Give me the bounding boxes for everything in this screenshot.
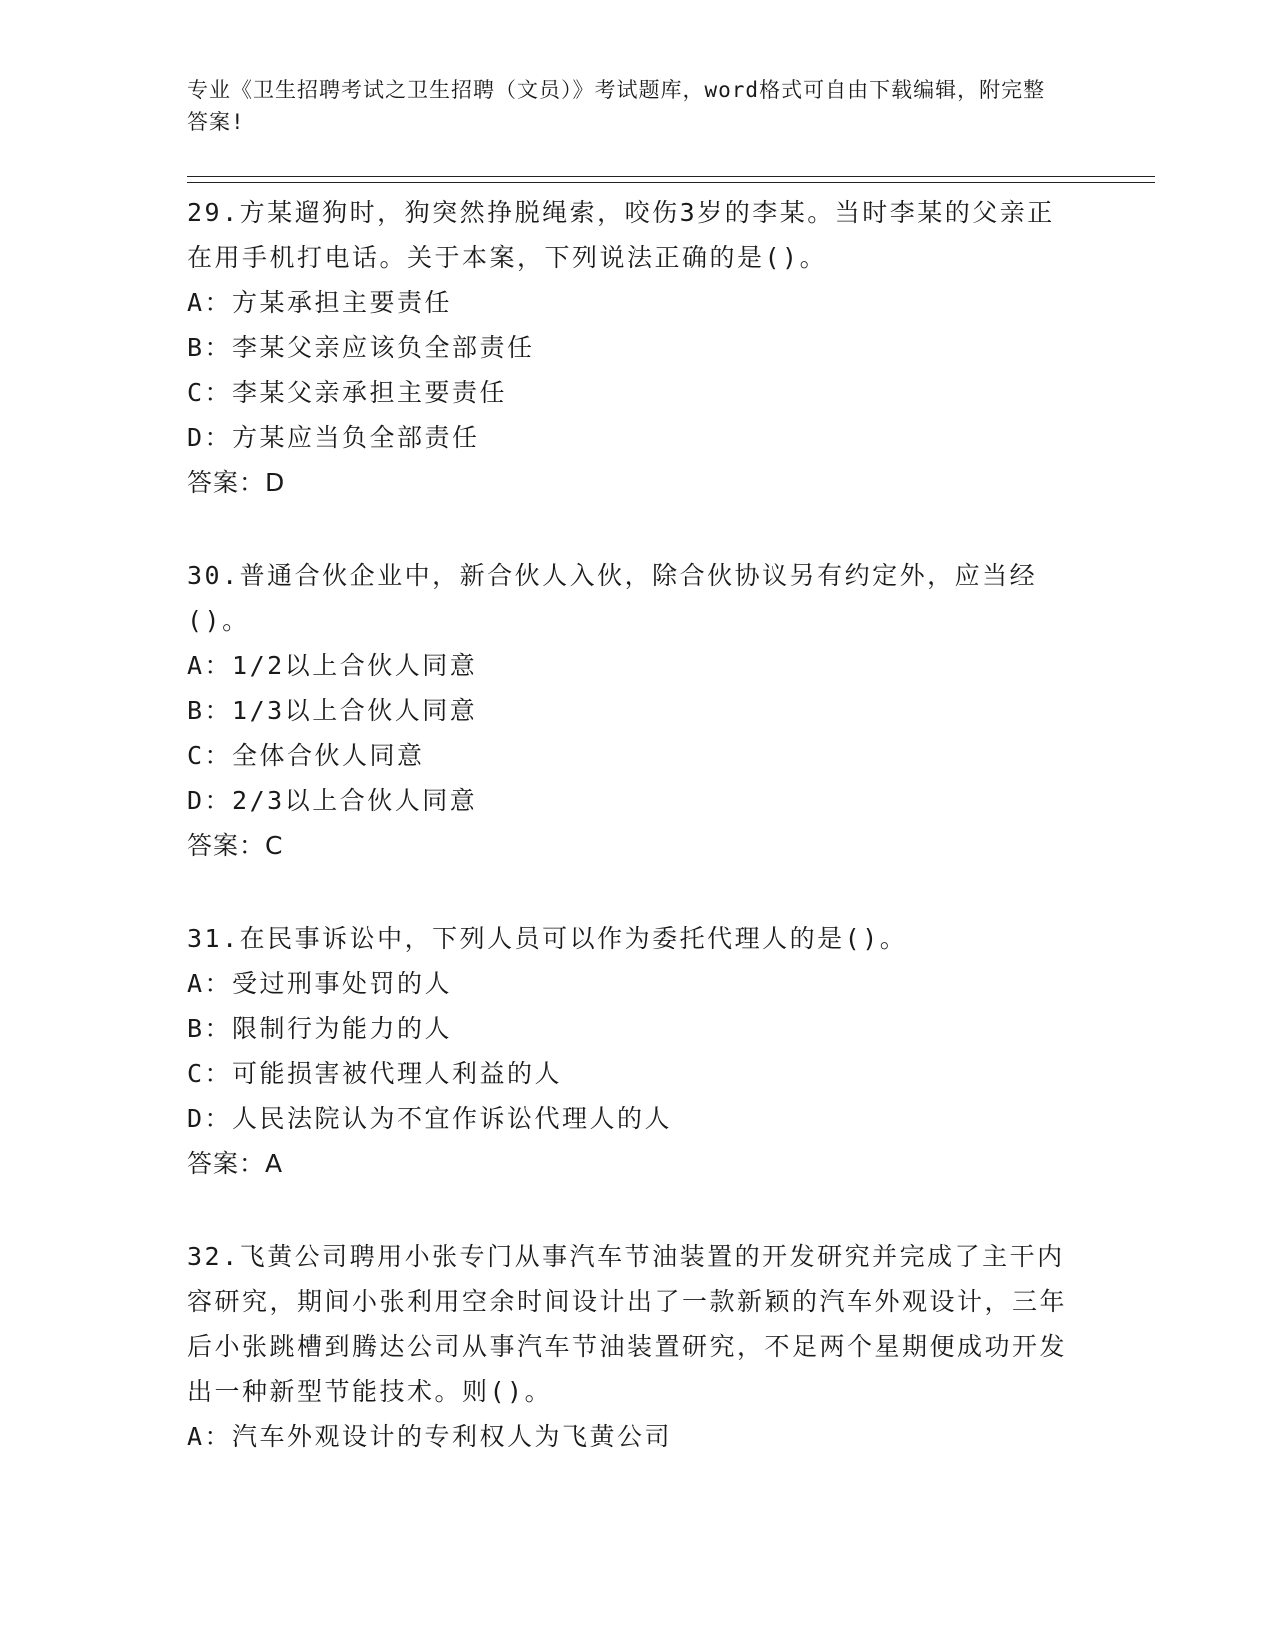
question-stem: 32.飞黄公司聘用小张专门从事汽车节油装置的开发研究并完成了主干内容研究，期间小张利用空余时间设计出了一款新颖的汽车外观设计，三年后小张跳槽到腾达公司从事汽车节油装置研究，不足两个星期便成功开发出一种新型节能技术。则()。: [187, 1242, 1068, 1406]
option-b: B：限制行为能力的人: [187, 1014, 453, 1043]
option-a: A：汽车外观设计的专利权人为飞黄公司: [187, 1422, 673, 1451]
header-divider-top: [187, 176, 1155, 177]
question-30: [187, 553, 1087, 868]
spacer: [187, 505, 1087, 553]
option-d: D：方某应当负全部责任: [187, 423, 480, 452]
option-d: D：人民法院认为不宜作诉讼代理人的人: [187, 1104, 673, 1133]
option-a: A：方某承担主要责任: [187, 288, 453, 317]
option-a: A：受过刑事处罚的人: [187, 969, 453, 998]
question-stem: 31.在民事诉讼中，下列人员可以作为委托代理人的是()。: [187, 924, 908, 953]
answer-line: 答案：C: [187, 831, 284, 860]
document-header: 专业《卫生招聘考试之卫生招聘（文员）》考试题库，word格式可自由下载编辑，附完整答案!: [187, 78, 1046, 134]
question-29: [187, 190, 1087, 505]
question-31: [187, 916, 1087, 1186]
option-a: A：1/2以上合伙人同意: [187, 651, 478, 680]
question-stem: 30.普通合伙企业中，新合伙人入伙，除合伙协议另有约定外，应当经()。: [187, 561, 1038, 635]
header-divider-bottom: [187, 182, 1155, 183]
spacer: [187, 1186, 1087, 1234]
option-c: C：李某父亲承担主要责任: [187, 378, 508, 407]
option-c: C：全体合伙人同意: [187, 741, 425, 770]
option-d: D：2/3以上合伙人同意: [187, 786, 478, 815]
option-b: B：1/3以上合伙人同意: [187, 696, 478, 725]
question-list: [187, 190, 1087, 1459]
option-b: B：李某父亲应该负全部责任: [187, 333, 535, 362]
answer-line: 答案：A: [187, 1149, 284, 1178]
answer-line: 答案：D: [187, 468, 286, 497]
question-stem: 29.方某遛狗时，狗突然挣脱绳索，咬伤3岁的李某。当时李某的父亲正在用手机打电话。关于本案，下列说法正确的是()。: [187, 198, 1055, 272]
option-c: C：可能损害被代理人利益的人: [187, 1059, 563, 1088]
spacer: [187, 868, 1087, 916]
question-32: [187, 1234, 1087, 1459]
